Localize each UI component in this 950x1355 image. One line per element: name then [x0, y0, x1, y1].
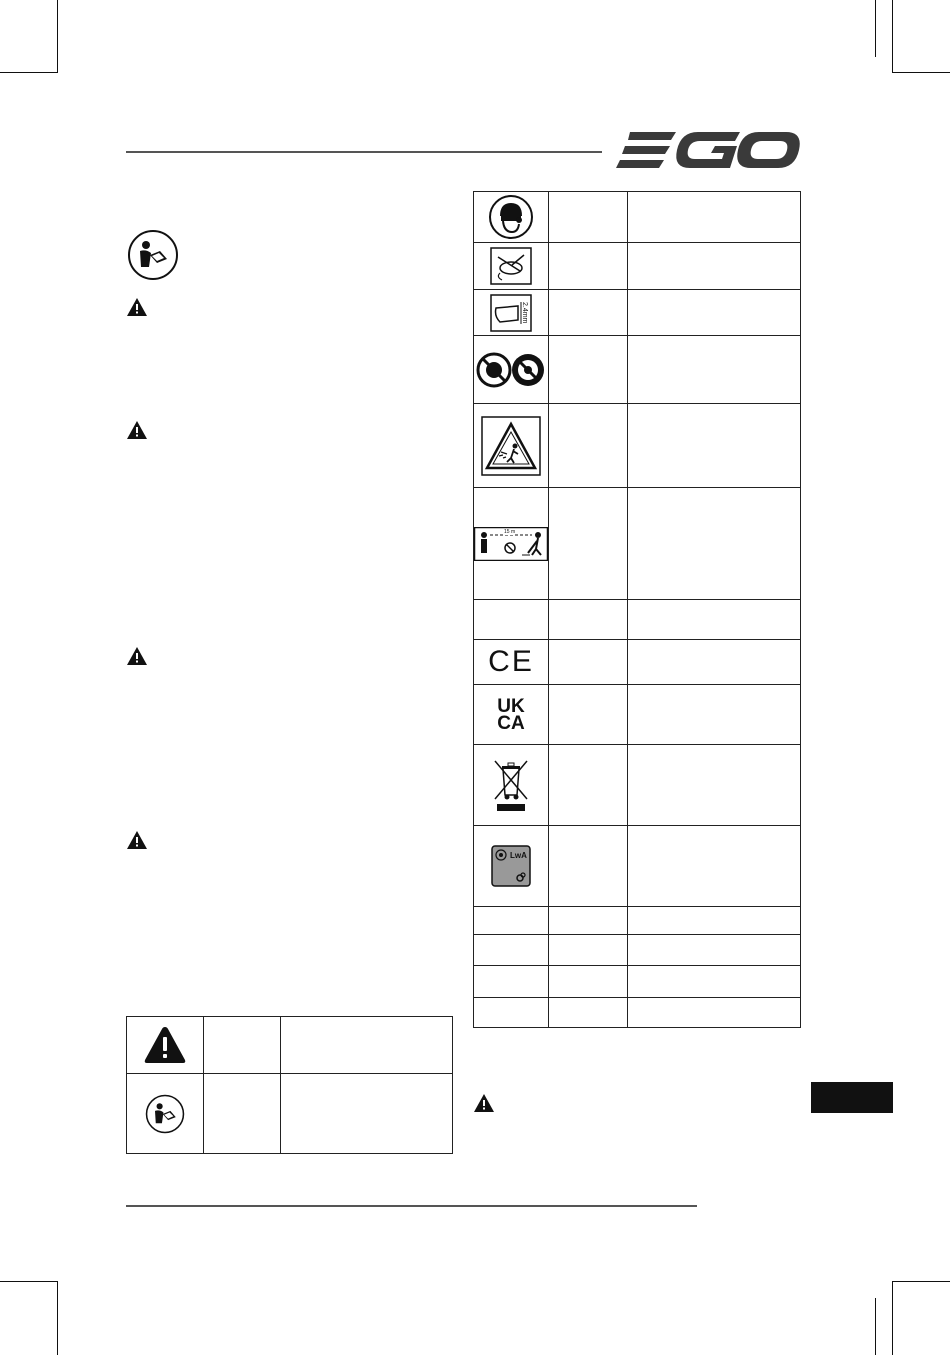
symbol-cell: [474, 966, 549, 998]
line-diameter-label: 2.4mm: [521, 301, 528, 323]
table-row: [474, 935, 801, 966]
line-trimmer-icon: [490, 247, 532, 285]
meaning-cell: [628, 243, 801, 290]
crop-mark: [892, 1281, 893, 1355]
ukca-mark-bottom: CA: [497, 712, 525, 734]
read-manual-icon: [127, 229, 179, 281]
symbol-cell: [474, 243, 549, 290]
warning-icon: [126, 297, 148, 317]
crop-mark: [0, 72, 57, 73]
ukca-mark-icon: [474, 695, 548, 734]
table-row: [474, 745, 801, 826]
crop-mark: [57, 1281, 58, 1355]
right-symbol-table: [473, 191, 801, 1028]
signal-word-cell: [549, 488, 628, 600]
symbol-cell: [474, 336, 549, 404]
crop-mark: [892, 72, 950, 73]
meaning-cell: [628, 826, 801, 907]
meaning-cell: [628, 404, 801, 488]
table-row: [127, 1017, 453, 1074]
signal-word-cell: [549, 404, 628, 488]
weee-bin-icon: [491, 757, 531, 813]
signal-word-cell: [549, 826, 628, 907]
signal-word-cell: [204, 1074, 281, 1154]
symbol-cell: [127, 1074, 204, 1154]
meaning-cell: [628, 640, 801, 685]
crop-mark: [875, 0, 876, 57]
signal-word-cell: [549, 907, 628, 935]
warning-icon: [473, 1093, 495, 1113]
ce-mark-icon: CE: [488, 645, 534, 678]
symbol-cell: [474, 935, 549, 966]
symbol-cell: [474, 640, 549, 685]
symbol-cell: [127, 1017, 204, 1074]
meaning-cell: [628, 488, 801, 600]
signal-word-cell: [549, 935, 628, 966]
symbol-cell: [474, 907, 549, 935]
table-row: [474, 685, 801, 745]
symbol-cell: [474, 290, 549, 336]
table-row: [474, 998, 801, 1028]
read-manual-icon: [145, 1094, 185, 1134]
warning-icon: [126, 420, 148, 440]
meaning-cell: [628, 907, 801, 935]
header-rule: [126, 151, 602, 153]
symbol-cell: [474, 192, 549, 243]
bystander-distance-icon: [474, 527, 548, 561]
safety-alert-icon: [143, 1025, 187, 1065]
footer-rule: [126, 1205, 697, 1207]
language-tab: [811, 1082, 893, 1113]
left-symbol-table: [126, 1016, 453, 1154]
meaning-cell: [281, 1017, 453, 1074]
meaning-cell: [628, 600, 801, 640]
symbol-cell: [474, 600, 549, 640]
crop-mark: [892, 1281, 950, 1282]
signal-word-cell: [549, 290, 628, 336]
warning-icon: [126, 830, 148, 850]
sound-power-label-icon: [491, 845, 531, 887]
table-row: [474, 640, 801, 685]
no-metal-blades-icon: [476, 351, 546, 389]
head-eye-ear-protection-icon: [488, 194, 534, 240]
meaning-cell: [628, 745, 801, 826]
table-row: [474, 600, 801, 640]
table-row: [474, 336, 801, 404]
symbol-cell: [474, 404, 549, 488]
meaning-cell: [281, 1074, 453, 1154]
meaning-cell: [628, 998, 801, 1028]
ego-logo: [616, 128, 800, 172]
table-row: [474, 404, 801, 488]
crop-mark: [892, 0, 893, 73]
symbol-cell: [474, 745, 549, 826]
signal-word-cell: [549, 336, 628, 404]
signal-word-cell: [549, 966, 628, 998]
meaning-cell: [628, 935, 801, 966]
signal-word-cell: [549, 998, 628, 1028]
signal-word-cell: [549, 192, 628, 243]
symbol-cell: [474, 998, 549, 1028]
table-row: [127, 1074, 453, 1154]
line-diameter-icon: [490, 294, 532, 332]
table-row: [474, 966, 801, 998]
table-row: [474, 243, 801, 290]
meaning-cell: [628, 192, 801, 243]
table-row: [474, 488, 801, 600]
symbol-cell: [474, 488, 549, 600]
meaning-cell: [628, 336, 801, 404]
meaning-cell: [628, 290, 801, 336]
meaning-cell: [628, 685, 801, 745]
meaning-cell: [628, 966, 801, 998]
table-row: [474, 290, 801, 336]
sound-power-label: LwA: [510, 851, 527, 860]
symbol-cell: [474, 826, 549, 907]
signal-word-cell: [549, 243, 628, 290]
signal-word-cell: [549, 640, 628, 685]
signal-word-cell: [204, 1017, 281, 1074]
crop-mark: [875, 1298, 876, 1355]
table-row: [474, 907, 801, 935]
signal-word-cell: [549, 685, 628, 745]
table-row: [474, 826, 801, 907]
thrown-objects-warning-icon: [481, 416, 541, 476]
warning-icon: [126, 646, 148, 666]
crop-mark: [0, 1281, 57, 1282]
bystander-distance-label: 15 m: [504, 528, 516, 535]
crop-mark: [57, 0, 58, 73]
ukca-mark-top: UK: [497, 695, 525, 717]
table-row: [474, 192, 801, 243]
signal-word-cell: [549, 745, 628, 826]
symbol-cell: [474, 685, 549, 745]
signal-word-cell: [549, 600, 628, 640]
